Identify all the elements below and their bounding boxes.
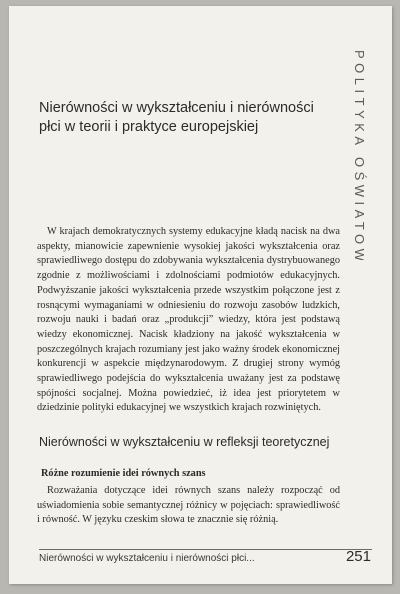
subsection-heading: Różne rozumienie idei równych szans xyxy=(41,468,206,479)
body-paragraph: W krajach demokratycznych systemy edukacyjne kładą nacisk na dwa aspekty, mianowicie zapewnienie wysokiej jakości wykształcenia oraz sprawiedliwego dostępu do zdobywania wykształcenia dystrybuowanego zgodnie z możliwościami i zdolnościami podmiotów edukacyjnych. Podwyższanie jakości wykształcenia przede wszystkim połączone jest z rosnącymi wymaganiami w odniesieniu do rozwoju zasobów ludzkich, rozwoju nauki i badań oraz „produkcji” wiedzy, która jest podstawą wiedzy ekonomicznej. Nacisk kładziony na jakość wykształcenia w poszczególnych krajach rozumiany jest jako ważny środek ekonomicznej konkurencji w aspekcie międzynarodowym. Z drugiej strony wymóg sprawiedliwego podejścia do wykształcenia uważany jest za podstawę spójności socjalnej. Można powiedzieć, iż idea jest priorytetem w dziedzinie polityki edukacyjnej we wszystkich krajach rozwiniętych. xyxy=(37,226,340,414)
side-section-label-svg xyxy=(347,50,379,260)
section-heading: Nierówności w wykształceniu w refleksji teoretycznej xyxy=(39,435,330,449)
article-title: Nierówności w wykształceniu i nierówności płci w teorii i praktyce europejskiej xyxy=(39,100,314,135)
book-page xyxy=(9,6,392,584)
side-section-label xyxy=(347,50,379,260)
running-footer: Nierówności w wykształceniu i nierówności płci... xyxy=(39,553,255,564)
page-number: 251 xyxy=(345,548,371,565)
side-section-label-text: POLITYKA OŚWIATOWA xyxy=(352,50,367,260)
subsection-paragraph: Rozważania dotyczące idei równych szans należy rozpocząć od uświadomienia sobie semantycznej różnicy w pojęciach: sprawiedliwość i równość. W języku czeskim słowa te znacznie się różnią. xyxy=(37,485,340,526)
footer-divider xyxy=(39,549,372,550)
